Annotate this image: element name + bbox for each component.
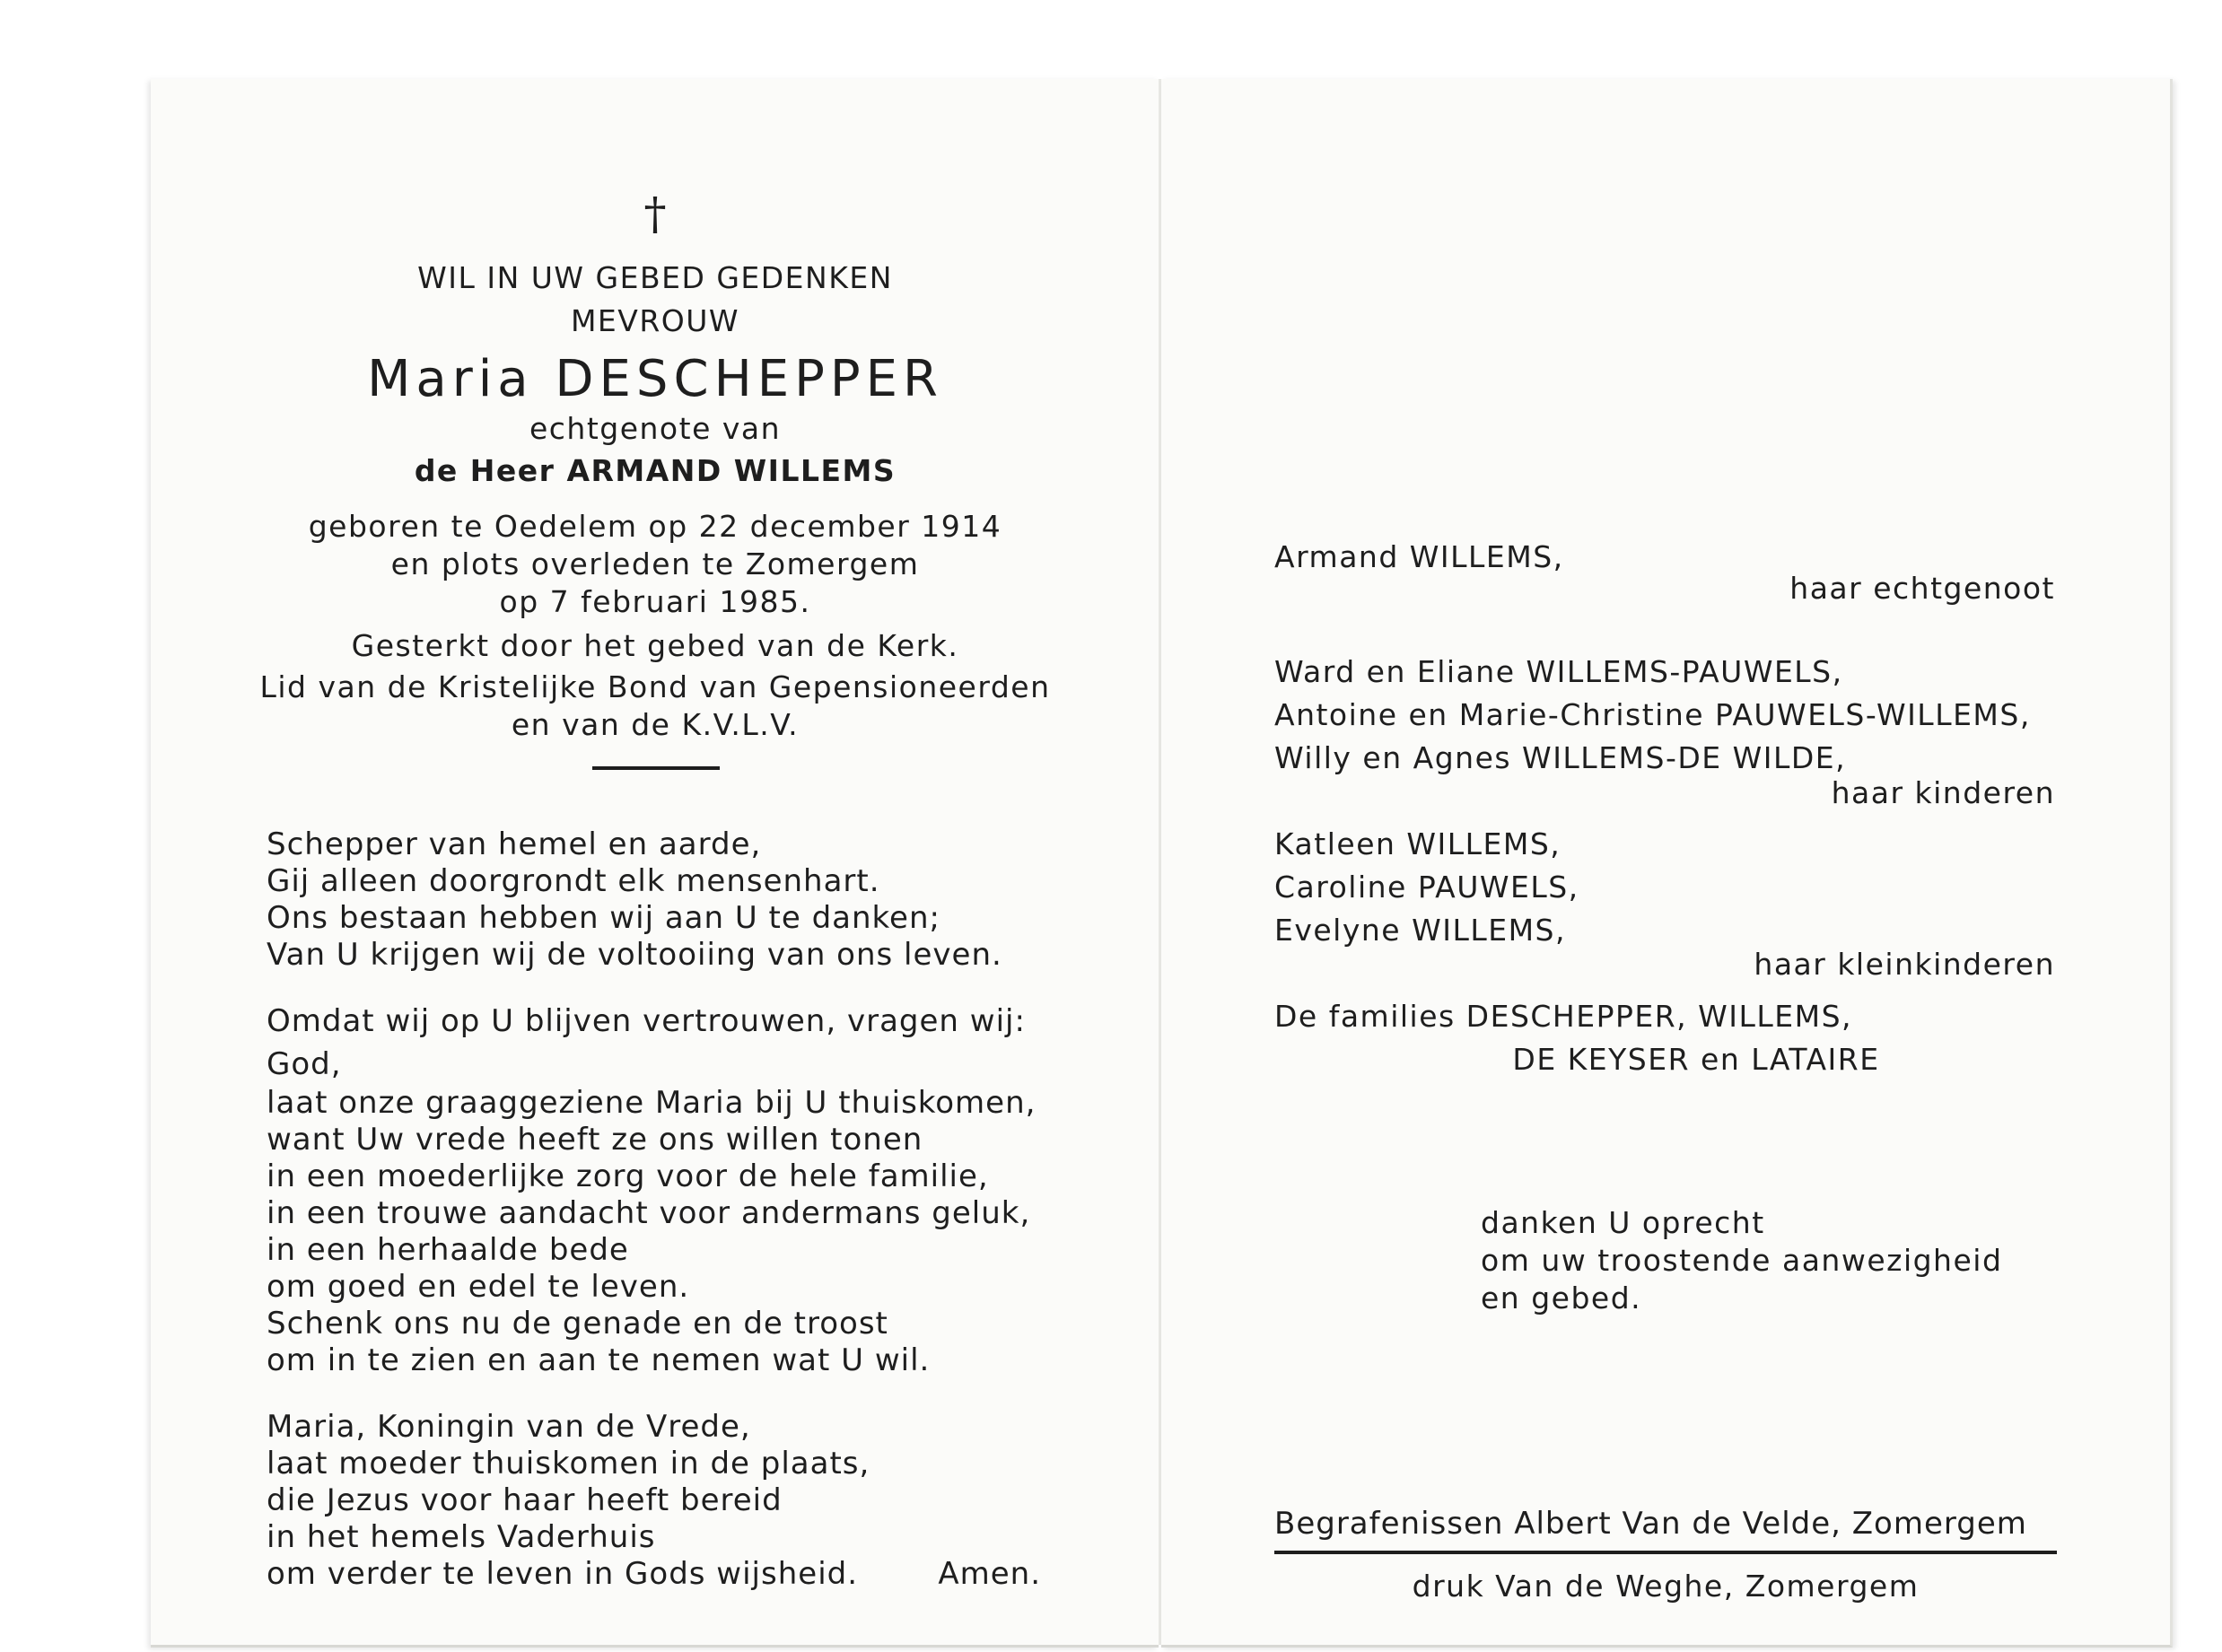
- prayer-line: laat onze graaggeziene Maria bij U thuiskomen,: [267, 1085, 1037, 1121]
- child-entry: Ward en Eliane WILLEMS-PAUWELS,: [1274, 654, 1843, 689]
- prayer-line: in een herhaalde bede: [267, 1232, 629, 1268]
- prayer-line: God,: [267, 1046, 342, 1082]
- grandchild-entry: Katleen WILLEMS,: [1274, 826, 1562, 861]
- bio-line: en plots overleden te Zomergem: [390, 546, 920, 581]
- prayer-line: om goed en edel te leven.: [267, 1269, 690, 1305]
- thanks-line: om uw troostende aanwezigheid: [1481, 1243, 2003, 1278]
- funeral-director: Begrafenissen Albert Van de Velde, Zomergem: [1274, 1506, 2027, 1542]
- husband-name: Armand WILLEMS,: [1274, 539, 1564, 574]
- families-line: De families DESCHEPPER, WILLEMS,: [1274, 999, 1853, 1034]
- separator-rule: [592, 766, 720, 770]
- bio-line: op 7 februari 1985.: [499, 584, 811, 619]
- prayer-line: Van U krijgen wij de voltooiing van ons leven.: [267, 937, 1002, 973]
- bio-line: Lid van de Kristelijke Bond van Gepensioneerden: [259, 669, 1051, 704]
- grandchild-entry: Caroline PAUWELS,: [1274, 870, 1579, 905]
- heading: WIL IN UW GEBED GEDENKEN: [417, 260, 893, 295]
- footer-rule: [1274, 1551, 2057, 1554]
- prayer-line: in het hemels Vaderhuis: [267, 1519, 656, 1555]
- grandchildren-role: haar kleinkinderen: [1754, 947, 2055, 982]
- thanks-line: danken U oprecht: [1481, 1205, 1765, 1240]
- prayer-line: want Uw vrede heeft ze ons willen tonen: [267, 1122, 923, 1158]
- printer: druk Van de Weghe, Zomergem: [1412, 1569, 1920, 1604]
- bio-line: geboren te Oedelem op 22 december 1914: [308, 509, 1002, 544]
- thanks-line: en gebed.: [1481, 1281, 1642, 1315]
- grandchild-entry: Evelyne WILLEMS,: [1274, 913, 1566, 948]
- title: MEVROUW: [570, 303, 740, 338]
- prayer-line: Schepper van hemel en aarde,: [267, 826, 762, 862]
- prayer-line: in een moederlijke zorg voor de hele familie,: [267, 1158, 989, 1194]
- prayer-line: Gij alleen doorgrondt elk mensenhart.: [267, 863, 880, 899]
- prayer-line: in een trouwe aandacht voor andermans geluk,: [267, 1195, 1031, 1231]
- prayer-line: Omdat wij op U blijven vertrouwen, vragen wij:: [267, 1003, 1026, 1039]
- prayer-line: om verder te leven in Gods wijsheid.: [267, 1556, 859, 1592]
- prayer-line: Schenk ons nu de genade en de troost: [267, 1306, 888, 1342]
- prayer-line: Ons bestaan hebben wij aan U te danken;: [267, 900, 940, 936]
- child-entry: Antoine en Marie-Christine PAUWELS-WILLEMS,: [1274, 697, 2031, 732]
- families-line: DE KEYSER en LATAIRE: [1512, 1042, 1880, 1077]
- spouse-name: de Heer ARMAND WILLEMS: [414, 453, 897, 488]
- bio-line: en van de K.V.L.V.: [511, 707, 800, 742]
- child-entry: Willy en Agnes WILLEMS-DE WILDE,: [1274, 740, 1847, 775]
- prayer-line: laat moeder thuiskomen in de plaats,: [267, 1446, 870, 1482]
- bio-line: Gesterkt door het gebed van de Kerk.: [351, 628, 959, 663]
- prayer-line: om in te zien en aan te nemen wat U wil.: [267, 1342, 931, 1378]
- deceased-name: Maria DESCHEPPER: [367, 350, 943, 408]
- spouse-label: echtgenote van: [529, 411, 782, 446]
- prayer-line: Maria, Koningin van de Vrede,: [267, 1409, 751, 1445]
- cross-icon: †: [643, 188, 667, 240]
- prayer-line: die Jezus voor haar heeft bereid: [267, 1482, 783, 1518]
- husband-role: haar echtgenoot: [1789, 571, 2055, 606]
- children-role: haar kinderen: [1831, 775, 2055, 810]
- amen: Amen.: [938, 1556, 1041, 1592]
- right-page: [1161, 79, 2173, 1648]
